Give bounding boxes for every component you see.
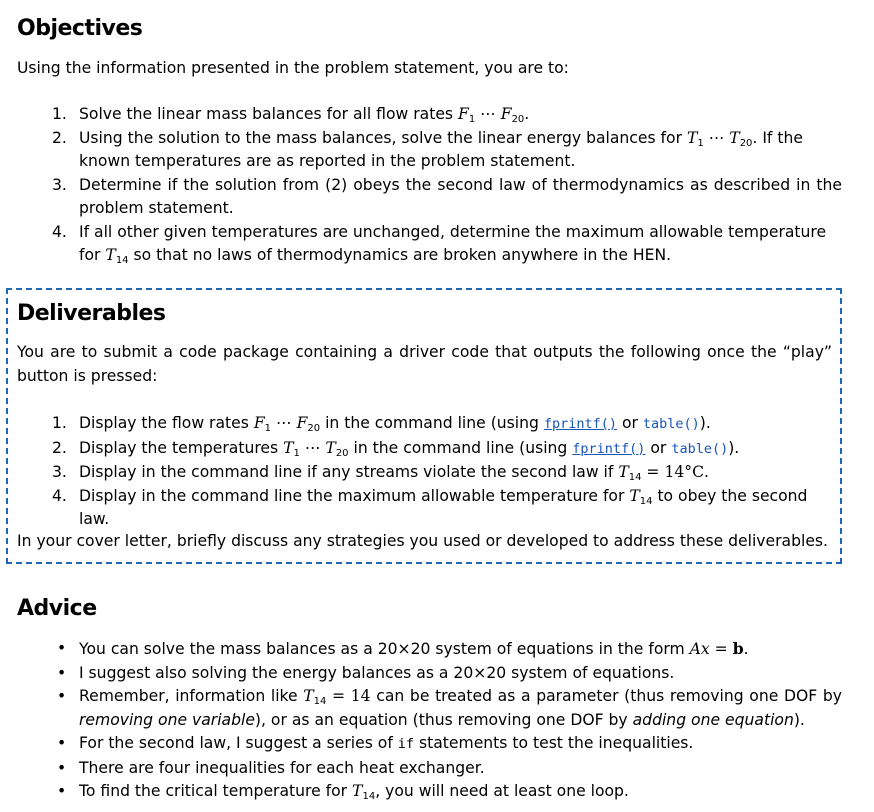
list-item: • For the second law, I suggest a series of if statements to test the inequalities. [17, 732, 842, 757]
list-item: 4. If all other given temperatures are unchanged, determine the maximum allowable temperature for $T_{14}$ so that no laws of thermodynamics are broken anywhere in the HEN. [52, 222, 827, 266]
objectives-intro: Using the information presented in the problem statement, you are to: [17, 59, 569, 77]
list-item: 1. Display the flow rates $F_1$ ⋯ $F_{20}$ in the command line (using fprintf() or table()). [52, 414, 711, 434]
bullet-icon: • [57, 734, 67, 752]
deliverables-list [17, 412, 842, 532]
list-item: • To find the critical temperature for $T_{14}$, you will need at least one loop. [57, 782, 629, 802]
list-item: • You can solve the mass balances as a 20×20 system of equations in the form Ax = b. [17, 637, 842, 662]
table-code: table() [671, 440, 729, 457]
list-item: • There are four inequalities for each heat exchanger. [17, 757, 842, 781]
list-item: 4. Display in the command line the maximum allowable temperature for $T_{14}$ to obey the second law. [52, 486, 808, 528]
if-code: if [397, 736, 415, 752]
bullet-icon: • [57, 782, 67, 800]
advice-heading: Advice [17, 596, 97, 621]
list-item: 3. Display in the command line if any streams violate the second law if $T_{14} = 14^\circ C$. [52, 463, 709, 483]
objectives-list [17, 103, 842, 268]
list-item: • Remember, information like $T_{14} = 14$ can be treated as a parameter (thus removing one DOF by removing one variable), or as an equation (thus removing one DOF by adding one equation). [57, 687, 842, 729]
bullet-icon: • [57, 663, 67, 682]
list-item: • I suggest also solving the energy balances as a 20×20 system of equations. [17, 662, 842, 686]
fprintf-link[interactable]: fprintf() [572, 440, 646, 457]
fprintf-link[interactable]: fprintf() [543, 416, 618, 432]
list-item: 2. Display the temperatures $T_1$ ⋯ $T_{20}$ in the command line (using fprintf() or table()). [52, 438, 740, 459]
bullet-icon: • [57, 687, 67, 705]
bullet-icon: • [57, 639, 67, 657]
list-item: 1. Solve the linear mass balances for all flow rates $F_1$ ⋯ $F_{20}$. [52, 105, 530, 125]
table-code: table() [642, 416, 700, 432]
list-item: 2. Using the solution to the mass balances, solve the linear energy balances for $T_1$ ⋯ $T_{20}$. If the known temperatures are as reported in the problem statement. [52, 128, 803, 170]
deliverables-heading: Deliverables [17, 301, 166, 326]
advice-list [17, 637, 842, 804]
objectives-heading: Objectives [17, 16, 143, 41]
bullet-icon: • [57, 758, 67, 777]
deliverables-intro: You are to submit a code package containing a driver code that outputs the following once the “play” button is pressed: [17, 343, 832, 385]
deliverables-closing: In your cover letter, briefly discuss any strategies you used or developed to address these deliverables. [17, 532, 828, 550]
list-item: 3. Determine if the solution from (2) obeys the second law of thermodynamics as described in the problem statement. [52, 175, 842, 217]
